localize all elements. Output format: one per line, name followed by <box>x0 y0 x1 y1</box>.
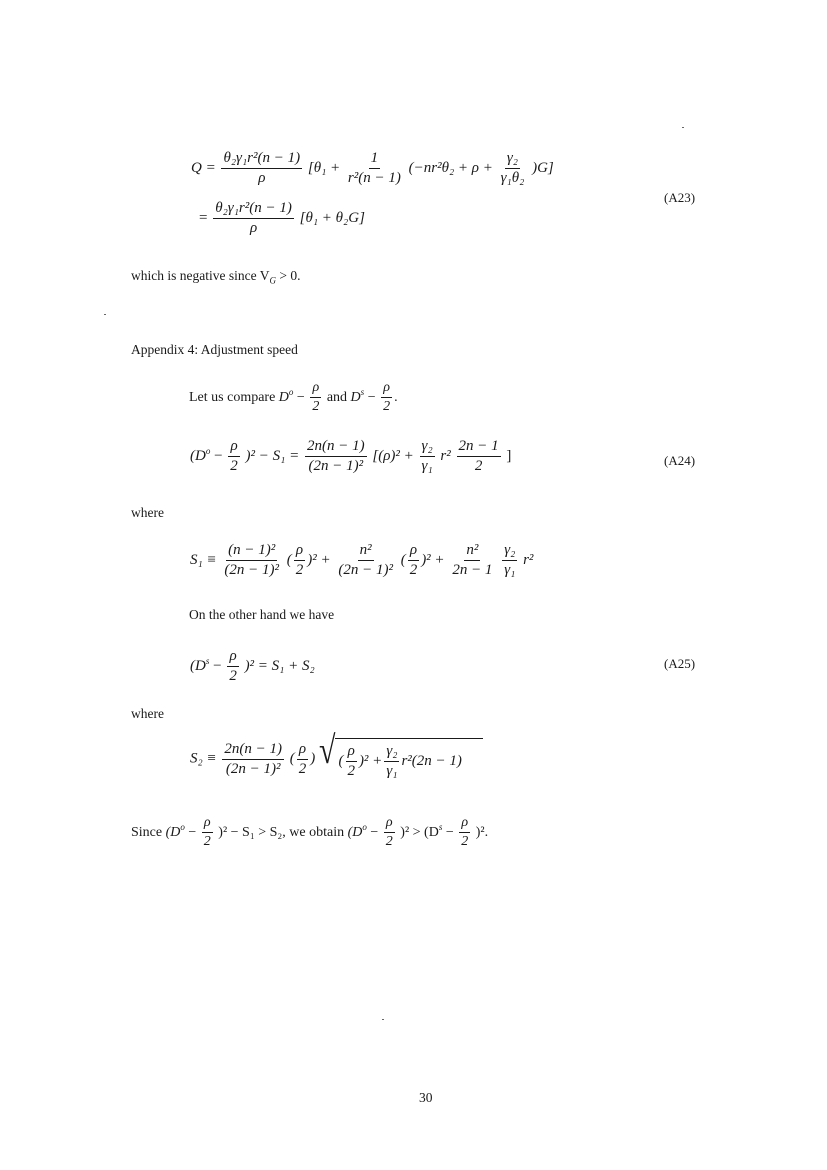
where-label: where <box>131 706 164 721</box>
scan-speck <box>104 314 106 315</box>
equation-a23-line2: = $\frac{\text{θ₂γ₁r²(n − 1)}}{\rho}$ [θ₁ + θ₂G] <box>199 200 365 237</box>
where-label: where <box>131 505 164 520</box>
equation-label-a23: (A23) <box>664 190 696 205</box>
paragraph-negative: which is negative since $V_G > 0$. <box>131 268 301 286</box>
compare-line: Let us compare $D^o$ − $\frac{\rho}{2}$ and $D^s$ − $\frac{\rho}{2}$ . <box>189 380 398 415</box>
equation-a23-line1: Q = $\frac{\text{θ₂γ₁r²(n − 1)}}{\rho}$ [θ₁ + $\frac{1}{\text{r²(n − 1)}}$ (−nr²θ₂ + ρ + $\frac{\text{γ₂}}{\text{γ₁θ₂}}$ )G] <box>191 150 554 187</box>
equation-s1: S₁ ≡ $\frac{\text{(n − 1)²}}{\text{(2n − 1)²}}$ ( $\frac{\rho}{2}$ )² + $\frac{\text{n²}}{\text{(2n − 1)²}}$ ( $\frac{\rho}{2}$ )² + $\frac{\text{n²}}{2n - 1}$ $\frac{\text{γ₂}}{\text{γ₁}}$ r² <box>190 542 534 579</box>
page-number: 30 <box>419 1090 433 1105</box>
scan-speck <box>682 127 684 128</box>
equation-label-a24: (A24) <box>664 453 696 468</box>
equation-a24: ($D^o$ − $\frac{\rho}{2}$ )² − S₁ = $\frac{2n(n - 1)}{\text{(2n − 1)²}}$ [(ρ)² + $\frac{\text{γ₂}}{\text{γ₁}}$ r² $\frac{2n - 1}{2}$ ] <box>190 438 512 475</box>
equation-s2: S₂ ≡ $\frac{2n(n - 1)}{\text{(2n − 1)²}}$ ( $\frac{\rho}{2}$ ) √ ( $\frac{\rho}{2}$ )² + $\frac{\text{γ₂}}{\text{γ₁}}$ r²(2n − 1) <box>190 738 483 781</box>
paragraph-since: Since ($D^o$ − $\frac{\rho}{2}$ )² − S₁ > S₂, we obtain ($D^o$ − $\frac{\rho}{2}$ )$^2 > (D^s$ − $\frac{\rho}{2}$ )². <box>131 815 489 850</box>
paragraph-other-hand: On the other hand we have <box>189 607 335 622</box>
section-heading: Appendix 4: Adjustment speed <box>131 342 298 357</box>
equation-a25: ($D^s$ − $\frac{\rho}{2}$ )² = S₁ + S₂ <box>190 648 315 685</box>
scan-speck <box>382 1019 384 1020</box>
equation-label-a25: (A25) <box>664 656 696 671</box>
